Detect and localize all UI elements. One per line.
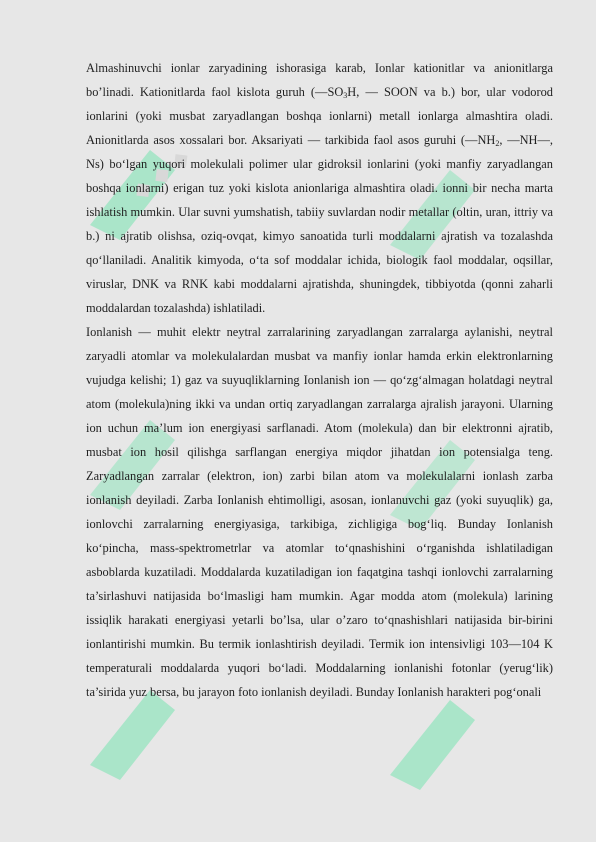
body-text: [86, 56, 553, 704]
subscript: 3: [343, 91, 348, 100]
paragraph-ionization: [86, 320, 553, 704]
text-segment: Almashinuvchi ionlar zaryadining ishorasiga karab, Ionlar kationitlar va anionitlarga bo’linadi. Kationitlarda faol kislota guruh (—SO: [86, 61, 553, 99]
subscript: 2: [495, 139, 500, 148]
text-segment: H, — SOON va b.) bor, ular vodorod ionlarini (yoki musbat zaryadlangan boshqa ionlarni) metall ionlarga almashtira oladi. Anionitlarda asos xossalari bor. Aksariyati — tarkibida faol asos guruhi (—NH: [86, 85, 553, 147]
text-segment: Ionlanish — muhit elektr neytral zarralarining zaryadlangan zarralarga aylanishi, neytral zaryadli atomlar va molekulalardan musbat va manfiy ionlar hamda erkin elektronlarning vujudga kelishi; 1) gaz va suyuqliklarning Ionlanish ion — qo‘zg‘almagan holatdagi neytral atom (molekula)ning ikki va undan ortiq zaryadlangan zarralarga ajralish jarayoni. Ularning ion uchun ma’lum ion energiyasi sarflanadi. Atom (molekula) dan bir elektronni ajratib, musbat ion hosil qilishga sarflangan energiya miqdor jihatdan ion potensialga teng. Zaryadlangan zarralar (elektron, ion) zarbi bilan atom va molekulalarni ionlash zarba ionlanish deyiladi. Zarba Ionlanish ehtimolligi, asosan, ionlanuvchi gaz (yoki suyuqlik) ga, ionlovchi zarralarning energiyasiga, tarkibiga, zichligiga bog‘liq. Bunday Ionlanish ko‘pincha, mass-spektrometrlar va atomlar to‘qnashishini o‘rganishda ishlatiladigan asboblarda kuzatiladi. Moddalarda kuzatiladigan ion faqatgina tashqi ionlovchi zarralarning ta’sirlashuvi natijasida bo‘lmasligi ham mumkin. Agar modda atom (molekula) larining issiqlik harakati energiyasi yetarli bo’lsa, ular o’zaro to‘qnashishlari natijasida bir-birini ionlantirishi mumkin. Bu termik ionlashtirish deyiladi. Termik ion intensivligi 103—104 K temperaturali moddalarda yuqori bo‘ladi. Moddalarning ionlanishi fotonlar (yerug‘lik) ta’sirida yuz bersa, bu jarayon foto ionlanish deyiladi. Bunday Ionlanish harakteri pog‘onali: [86, 325, 553, 699]
svg-text:◆ ◆ ◆: ◆ ◆ ◆: [128, 145, 195, 205]
text-segment: , —NH—, Ns) bo‘lgan yuqori molekulali polimer ular gidroksil ionlarini (yoki manfiy zaryadlangan boshqa ionlarni) erigan tuz yoki kislota anionlariga almashtira oladi. ionni bir necha marta ishlatish mumkin. Ular suvni yumshatish, tabiiy suvlardan nodir metallar (oltin, uran, ittriy va b.) ni ajratib olishsa, oziq-ovqat, kimyo sanoatida turli moddalarni ajratish va tozalashda qo‘llaniladi. Analitik kimyoda, o‘ta sof moddalar ichida, biologik faol moddalar, oqsillar, viruslar, DNK va RNK kabi moddalarni ajratishda, shuningdek, tibbiyotda (qonni zaharli moddalardan tozalashda) ishlatiladi.: [86, 133, 553, 315]
paragraph-ion-exchangers: [86, 56, 553, 320]
